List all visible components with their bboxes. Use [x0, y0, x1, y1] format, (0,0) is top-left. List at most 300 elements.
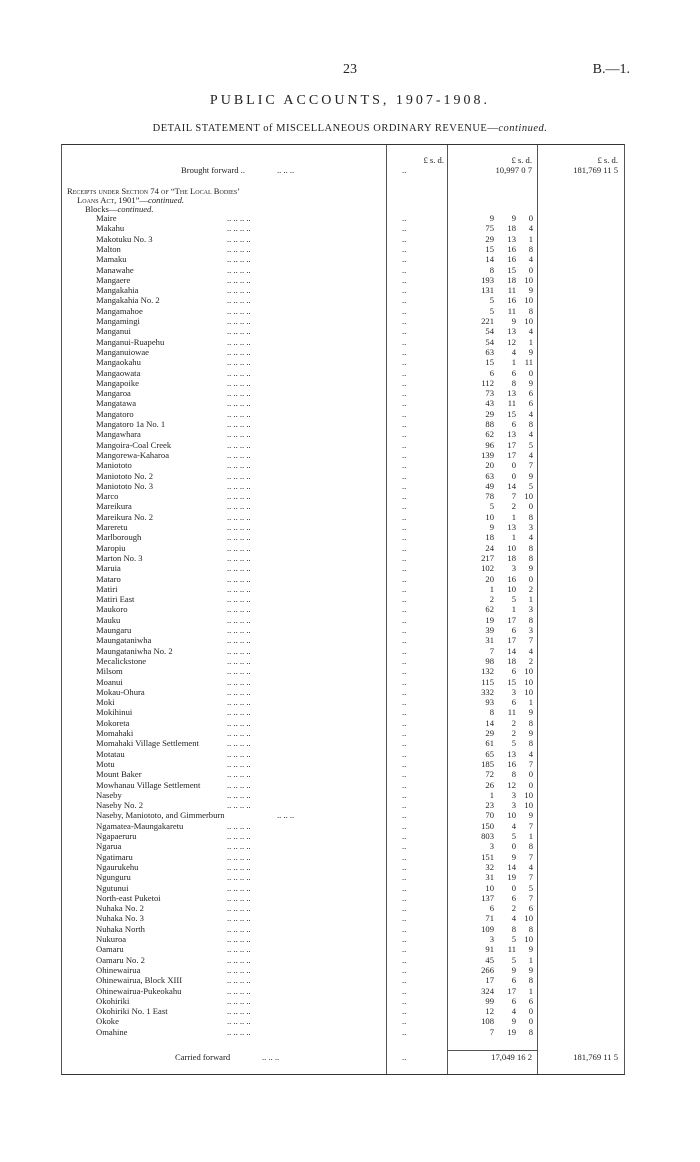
leader-dots: .. .. .. .. — [227, 686, 251, 697]
col1-dots: .. — [402, 758, 407, 769]
leader-dots: .. .. .. .. — [227, 707, 251, 718]
amount-shillings: 10 — [507, 810, 516, 821]
amount-shillings: 14 — [507, 480, 516, 491]
amount-pence: 1 — [528, 594, 533, 605]
col1-dots: .. — [402, 954, 407, 965]
amount-shillings: 15 — [507, 676, 516, 687]
col1-dots: .. — [402, 717, 407, 728]
col1-dots: .. — [402, 1016, 407, 1027]
col1-dots: .. — [402, 728, 407, 738]
amount-pence: 10 — [524, 491, 533, 502]
amount-pence: 8 — [528, 511, 533, 522]
table-row — [62, 863, 622, 872]
leader-dots: .. .. .. .. — [227, 841, 251, 852]
block-name: Mangakahia No. 2 — [96, 295, 160, 306]
amount-shillings: 15 — [507, 264, 516, 275]
amount-pounds: 26 — [485, 779, 494, 790]
block-name: Maruia — [96, 563, 121, 574]
amount-pence: 9 — [528, 728, 533, 738]
table-row — [62, 791, 622, 800]
block-name: Mataro — [96, 573, 121, 584]
block-name: Ngapaeruru — [96, 831, 137, 841]
block-name: Ngatimaru — [96, 851, 133, 862]
amount-pounds: 132 — [481, 666, 494, 677]
column-header-2: £ s. d. — [511, 155, 532, 165]
table-row — [62, 616, 622, 625]
amount-pounds: 39 — [485, 625, 494, 635]
block-name: Mangakahia — [96, 285, 139, 296]
block-name: Oamaru No. 2 — [96, 954, 145, 965]
table-row — [62, 935, 622, 944]
leader-dots: .. .. .. .. — [227, 831, 251, 841]
amount-pounds: 15 — [485, 243, 494, 254]
amount-pounds: 54 — [485, 326, 494, 337]
block-name: Mowhanau Village Settlement — [96, 779, 201, 790]
leader-dots: .. .. .. .. — [227, 285, 251, 296]
leader-dots: .. .. .. .. — [227, 903, 251, 914]
amount-pounds: 72 — [485, 769, 494, 780]
col1-dots: .. — [402, 800, 407, 811]
col1-dots: .. — [402, 841, 407, 852]
leader-dots: .. .. .. .. — [227, 892, 251, 903]
table-row — [62, 492, 622, 501]
amount-pence: 6 — [528, 903, 533, 914]
table-row — [62, 647, 622, 656]
amount-pounds: 10 — [485, 882, 494, 893]
col1-dots: .. — [402, 470, 407, 481]
amount-shillings: 6 — [511, 666, 516, 677]
table-row — [62, 389, 622, 398]
leader-dots: .. .. .. .. — [227, 563, 251, 574]
amount-pence: 0 — [528, 1016, 533, 1027]
col1-dots: .. — [402, 285, 407, 296]
col1-dots: .. — [402, 583, 407, 594]
block-name: Mangatoro 1a No. 1 — [96, 419, 166, 429]
block-name: Manganui — [96, 326, 131, 337]
leader-dots: .. .. .. .. — [227, 470, 251, 481]
amount-pence: 0 — [528, 501, 533, 512]
amount-shillings: 3 — [511, 563, 516, 574]
table-row — [62, 585, 622, 594]
leader-dots: .. .. .. .. — [227, 295, 251, 306]
amount-pounds: 71 — [485, 913, 494, 924]
leader-dots: .. .. .. .. — [227, 367, 251, 378]
leader-dots: .. .. .. .. — [227, 594, 251, 605]
table-row — [62, 296, 622, 305]
table-row — [62, 873, 622, 882]
amount-pence: 6 — [528, 388, 533, 399]
section-heading: Receipts under Section 74 of “The Local Bodies’ — [67, 186, 241, 196]
leader-dots: .. .. .. .. — [227, 944, 251, 955]
amount-pence: 10 — [524, 913, 533, 924]
carried-forward-col2: 17,049 16 2 — [491, 1052, 532, 1062]
block-name: Mangapoike — [96, 377, 139, 388]
col1-dots: .. — [402, 511, 407, 522]
block-name: Naseby No. 2 — [96, 800, 144, 811]
brought-forward-label: Brought forward .. — [181, 165, 245, 175]
table-row — [62, 698, 622, 707]
col1-dots: .. — [402, 934, 407, 944]
amount-shillings: 5 — [511, 831, 516, 841]
block-name: Mokoreta — [96, 717, 130, 728]
amount-pounds: 151 — [481, 851, 494, 862]
col1-dots: .. — [402, 419, 407, 429]
amount-pounds: 31 — [485, 872, 494, 883]
amount-pence: 7 — [528, 820, 533, 831]
amount-pence: 2 — [528, 583, 533, 594]
col1-dots: .. — [402, 810, 407, 821]
block-name: Nukuroa — [96, 934, 127, 944]
amount-shillings: 5 — [511, 738, 516, 749]
amount-pence: 10 — [524, 295, 533, 306]
block-name: Maniototo No. 2 — [96, 470, 154, 481]
page-subtitle — [0, 123, 700, 134]
table-row — [62, 925, 622, 934]
amount-shillings: 13 — [507, 748, 516, 759]
leader-dots: .. .. .. .. — [227, 789, 251, 800]
amount-shillings: 3 — [511, 686, 516, 697]
table-row — [62, 1017, 622, 1026]
leader-dots: .. .. .. .. — [227, 316, 251, 326]
table-row — [62, 1007, 622, 1016]
table-row — [62, 760, 622, 769]
leader-dots: .. .. .. — [277, 810, 295, 821]
amount-pounds: 49 — [485, 480, 494, 491]
amount-pence: 4 — [528, 254, 533, 265]
leader-dots: .. .. .. .. — [227, 604, 251, 615]
amount-pounds: 62 — [485, 604, 494, 615]
amount-pence: 8 — [528, 243, 533, 254]
col1-dots: .. — [402, 223, 407, 234]
block-name: Ngaurukehu — [96, 861, 139, 872]
amount-pence: 4 — [528, 449, 533, 460]
amount-pence: 9 — [528, 563, 533, 574]
leader-dots: .. .. .. .. — [227, 995, 251, 1006]
table-row — [62, 801, 622, 810]
amount-shillings: 7 — [511, 491, 516, 502]
leader-dots: .. .. .. .. — [227, 573, 251, 584]
table-row — [62, 688, 622, 697]
block-name: Naseby, Maniototo, and Gimmerburn — [96, 810, 225, 821]
amount-pence: 7 — [528, 758, 533, 769]
page-number: 23 — [343, 62, 357, 77]
col1-dots: .. — [402, 243, 407, 254]
table-row — [62, 884, 622, 893]
col1-dots: .. — [402, 872, 407, 883]
block-name: Nuhaka No. 3 — [96, 913, 144, 924]
table-row — [62, 399, 622, 408]
block-name: Maniototo — [96, 460, 132, 471]
leader-dots: .. .. .. .. — [227, 800, 251, 811]
amount-shillings: 5 — [511, 934, 516, 944]
col1-dots: .. — [402, 439, 407, 450]
amount-pounds: 137 — [481, 892, 494, 903]
amount-pounds: 99 — [485, 995, 494, 1006]
amount-pence: 7 — [528, 892, 533, 903]
block-name: Ngarua — [96, 841, 122, 852]
table-row — [62, 667, 622, 676]
block-name: Maropiu — [96, 542, 126, 553]
amount-pence: 8 — [528, 975, 533, 986]
amount-pence: 10 — [524, 934, 533, 944]
block-name: North-east Puketoi — [96, 892, 161, 903]
block-name: Mecalickstone — [96, 655, 147, 666]
col1-dots: .. — [402, 707, 407, 718]
amount-shillings: 11 — [507, 285, 516, 296]
table-row — [62, 719, 622, 728]
amount-pence: 2 — [528, 655, 533, 666]
leader-dots: .. .. .. .. — [227, 583, 251, 594]
block-name: Okohiriki No. 1 East — [96, 1006, 168, 1017]
block-name: Mangatoro — [96, 408, 134, 419]
col1-dots: .. — [402, 748, 407, 759]
amount-pounds: 139 — [481, 449, 494, 460]
col1-dots: .. — [402, 851, 407, 862]
blocks-label: Blocks— — [85, 204, 118, 214]
amount-pence: 3 — [528, 625, 533, 635]
amount-pounds: 324 — [481, 985, 494, 996]
block-name: Moanui — [96, 676, 123, 687]
col1-dots: .. — [402, 532, 407, 543]
amount-pence: 7 — [528, 460, 533, 471]
amount-pence: 10 — [524, 800, 533, 811]
amount-shillings: 3 — [511, 800, 516, 811]
leader-dots: .. .. .. .. — [227, 357, 251, 368]
amount-pounds: 29 — [485, 233, 494, 244]
block-name: Maire — [96, 213, 117, 223]
table-row — [62, 441, 622, 450]
block-name: Maungataniwha No. 2 — [96, 645, 173, 656]
block-name: Mareikura — [96, 501, 132, 512]
amount-pence: 8 — [528, 305, 533, 316]
amount-pence: 5 — [528, 439, 533, 450]
amount-pence: 3 — [528, 604, 533, 615]
leader-dots: .. .. .. .. — [227, 666, 251, 677]
leader-dots: .. .. .. .. — [227, 460, 251, 471]
table-row — [62, 729, 622, 738]
amount-pence: 7 — [528, 851, 533, 862]
col1-dots: .. — [402, 985, 407, 996]
col1-dots: .. — [402, 408, 407, 419]
col1-dots: .. — [402, 295, 407, 306]
leader-dots: .. .. .. .. — [227, 738, 251, 749]
leader-dots: .. .. .. .. — [227, 655, 251, 666]
table-row — [62, 966, 622, 975]
table-row — [62, 554, 622, 563]
col1-dots: .. — [402, 625, 407, 635]
block-name: Mangaere — [96, 274, 131, 285]
table-row — [62, 678, 622, 687]
leader-dots: .. .. .. .. — [227, 542, 251, 553]
table-row — [62, 482, 622, 491]
col1-dots: .. — [402, 655, 407, 666]
leader-dots: .. .. .. .. — [227, 1016, 251, 1027]
amount-pence: 1 — [528, 336, 533, 347]
amount-shillings: 16 — [507, 573, 516, 584]
amount-pence: 6 — [528, 398, 533, 409]
col1-dots: .. — [402, 264, 407, 275]
table-row — [62, 472, 622, 481]
amount-pence: 10 — [524, 686, 533, 697]
leader-dots: .. .. .. .. — [227, 233, 251, 244]
col1-dots: .. — [402, 995, 407, 1006]
amount-shillings: 1 — [511, 511, 516, 522]
amount-pounds: 2 — [489, 594, 494, 605]
amount-pence: 5 — [528, 480, 533, 491]
col1-dots: .. — [402, 305, 407, 316]
table-row — [62, 575, 622, 584]
table-row — [62, 327, 622, 336]
col1-dots: .. — [402, 975, 407, 986]
amount-pence: 10 — [524, 274, 533, 285]
table-row — [62, 595, 622, 604]
amount-pence: 8 — [528, 419, 533, 429]
amount-shillings: 6 — [511, 367, 516, 378]
block-name: Mamaku — [96, 254, 127, 265]
table-row — [62, 235, 622, 244]
col1-dots: .. — [402, 429, 407, 440]
amount-pounds: 63 — [485, 346, 494, 357]
col1-dots: .. — [402, 491, 407, 502]
amount-pounds: 73 — [485, 388, 494, 399]
brought-forward-col2: 10,997 0 7 — [495, 165, 532, 175]
amount-pence: 5 — [528, 882, 533, 893]
amount-shillings: 19 — [507, 872, 516, 883]
amount-pence: 9 — [528, 470, 533, 481]
amount-pounds: 43 — [485, 398, 494, 409]
leader-dots: .. .. .. .. — [227, 964, 251, 975]
amount-pounds: 3 — [489, 841, 494, 852]
leader-dots: .. .. .. .. — [227, 913, 251, 924]
leader-dots: .. .. .. .. — [227, 717, 251, 728]
amount-pounds: 1 — [489, 583, 494, 594]
amount-pounds: 109 — [481, 923, 494, 934]
amount-pounds: 7 — [489, 645, 494, 656]
table-row — [62, 338, 622, 347]
amount-pounds: 266 — [481, 964, 494, 975]
leader-dots: .. .. .. .. — [227, 511, 251, 522]
brought-forward-dots: .. .. .. — [277, 165, 295, 175]
block-name: Okohiriki — [96, 995, 130, 1006]
amount-pence: 0 — [528, 367, 533, 378]
table-row — [62, 636, 622, 645]
amount-pounds: 12 — [485, 1006, 494, 1017]
block-name: Mangatawa — [96, 398, 137, 409]
amount-shillings: 18 — [507, 223, 516, 234]
block-name: Marco — [96, 491, 119, 502]
col1-dots: .. — [402, 316, 407, 326]
col1-dots: .. — [402, 697, 407, 708]
table-row — [62, 564, 622, 573]
block-name: Mangamahoe — [96, 305, 143, 316]
amount-shillings: 17 — [507, 614, 516, 625]
block-name: Omahine — [96, 1026, 128, 1037]
col1-dots: .. — [402, 563, 407, 574]
col1-dots: .. — [402, 542, 407, 553]
table-row — [62, 348, 622, 357]
amount-pounds: 108 — [481, 1016, 494, 1027]
block-name: Motu — [96, 758, 115, 769]
leader-dots: .. .. .. .. — [227, 985, 251, 996]
leader-dots: .. .. .. .. — [227, 758, 251, 769]
amount-pence: 4 — [528, 861, 533, 872]
brought-forward-col1: .. — [402, 165, 407, 175]
amount-pence: 0 — [528, 1006, 533, 1017]
col1-dots: .. — [402, 552, 407, 563]
table-row — [62, 513, 622, 522]
amount-pence: 10 — [524, 316, 533, 326]
amount-pounds: 75 — [485, 223, 494, 234]
amount-shillings: 14 — [507, 861, 516, 872]
col1-dots: .. — [402, 769, 407, 780]
amount-pence: 0 — [528, 573, 533, 584]
amount-shillings: 2 — [511, 728, 516, 738]
amount-pence: 0 — [528, 264, 533, 275]
subtitle-main: DETAIL STATEMENT of MISCELLANEOUS ORDINARY REVENUE— — [152, 123, 499, 134]
amount-pence: 3 — [528, 522, 533, 532]
col1-dots: .. — [402, 573, 407, 584]
amount-pounds: 62 — [485, 429, 494, 440]
block-name: Manganuiowae — [96, 346, 149, 357]
amount-shillings: 11 — [507, 707, 516, 718]
leader-dots: .. .. .. .. — [227, 697, 251, 708]
leader-dots: .. .. .. .. — [227, 954, 251, 965]
carried-forward-col1: .. — [402, 1052, 407, 1062]
amount-pence: 9 — [528, 810, 533, 821]
block-name: Ohinewairua — [96, 964, 141, 975]
block-name: Ohinewairua, Block XIII — [96, 975, 183, 986]
block-name: Makahu — [96, 223, 125, 234]
amount-pounds: 193 — [481, 274, 494, 285]
carried-forward-col3: 181,769 11 5 — [573, 1052, 618, 1062]
amount-shillings: 2 — [511, 903, 516, 914]
block-name: Mokau-Ohura — [96, 686, 145, 697]
col1-dots: .. — [402, 522, 407, 532]
amount-shillings: 9 — [511, 964, 516, 975]
table-row — [62, 369, 622, 378]
amount-shillings: 18 — [507, 552, 516, 563]
col1-dots: .. — [402, 1026, 407, 1037]
amount-shillings: 16 — [507, 243, 516, 254]
table-row — [62, 781, 622, 790]
table-row — [62, 853, 622, 862]
leader-dots: .. .. .. .. — [227, 439, 251, 450]
amount-pounds: 5 — [489, 295, 494, 306]
col1-dots: .. — [402, 388, 407, 399]
amount-pence: 8 — [528, 614, 533, 625]
amount-pounds: 29 — [485, 728, 494, 738]
revenue-table — [61, 144, 625, 1075]
amount-shillings: 0 — [511, 470, 516, 481]
table-row — [62, 430, 622, 439]
col1-dots: .. — [402, 594, 407, 605]
amount-pence: 4 — [528, 532, 533, 543]
block-name: Mangaroa — [96, 388, 131, 399]
amount-shillings: 12 — [507, 779, 516, 790]
amount-pounds: 63 — [485, 470, 494, 481]
amount-shillings: 6 — [511, 419, 516, 429]
col1-dots: .. — [402, 944, 407, 955]
col1-dots: .. — [402, 882, 407, 893]
leader-dots: .. .. .. .. — [227, 923, 251, 934]
leader-dots: .. .. .. .. — [227, 408, 251, 419]
table-row — [62, 904, 622, 913]
amount-pounds: 5 — [489, 501, 494, 512]
col1-dots: .. — [402, 635, 407, 646]
leader-dots: .. .. .. .. — [227, 676, 251, 687]
carried-forward-dots: .. .. .. — [262, 1052, 280, 1062]
block-name: Mareikura No. 2 — [96, 511, 154, 522]
